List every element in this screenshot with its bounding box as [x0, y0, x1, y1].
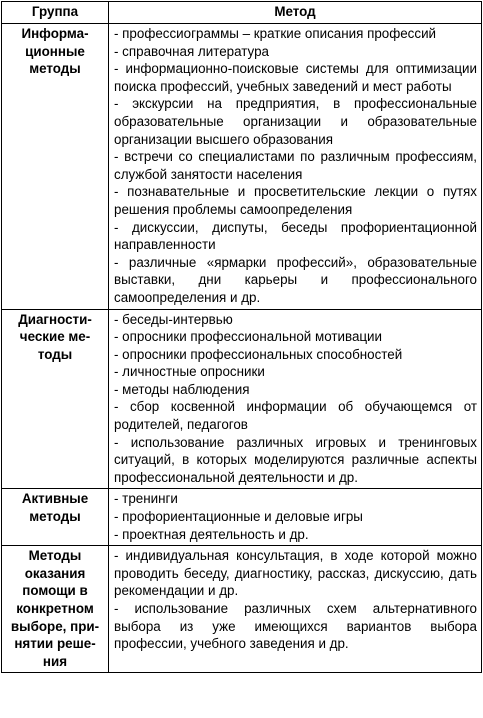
list-item: - экскурсии на предприятия, в профессиональные образовательные организации и образовательные организации высшего образования: [114, 96, 477, 147]
table-row-active: [2, 489, 482, 546]
list-item: - использование различных игровых и тренинговых ситуаций, в которых моделируются различные аспекты профессиональной деятельности и др.: [114, 434, 477, 485]
list-item: - сбор косвенной информации об обучающемся от родителей, педагогов: [114, 399, 477, 433]
list-item: - профессиограммы – краткие описания профессий: [114, 26, 437, 41]
list-item: - использование различных схем альтернативного выбора из уже имеющихся вариантов выбора профессии, учебного заведения и др.: [114, 601, 477, 652]
table-row-diagnostic: [2, 309, 482, 489]
methods-cell-assistance: [109, 546, 482, 673]
list-item: - опросники профессиональных способностей: [114, 346, 403, 362]
list-item: - опросники профессиональной мотивации: [114, 329, 383, 345]
list-item: - справочная литература: [114, 43, 269, 59]
group-cell-informational: Информа- ционные методы: [2, 24, 109, 310]
methods-cell-diagnostic: [109, 309, 482, 489]
table-row-informational: [2, 24, 482, 310]
table-row-assistance: [2, 546, 482, 673]
header-row: [2, 2, 482, 24]
group-cell-assistance: Методы оказания помощи в конкретном выборе, при- нятии реше- ния: [2, 546, 109, 673]
list-item: - проектная деятельность и др.: [114, 526, 309, 542]
list-item: - дискуссии, диспуты, беседы профориентационной направленности: [114, 219, 477, 253]
header-method: Метод: [109, 2, 482, 24]
list-item: - личностные опросники: [114, 364, 265, 380]
methods-table: [1, 1, 482, 673]
list-item: - методы наблюдения: [114, 381, 250, 397]
list-item: - встречи со специалистами по различным профессиям, службой занятости населения: [114, 149, 477, 182]
group-cell-diagnostic: Диагности- ческие ме- тоды: [2, 309, 109, 489]
list-item: - беседы-интервью: [114, 311, 233, 327]
list-item: - профориентационные и деловые игры: [114, 509, 363, 525]
group-cell-active: Активные методы: [2, 489, 109, 546]
list-item: - познавательные и просветительские лекции о путях решения проблемы самоопределения: [114, 184, 477, 217]
methods-cell-active: [109, 489, 482, 546]
list-item: - индивидуальная консультация, в ходе которой можно проводить беседу, диагностику, рассказ, дискуссию, дать рекомендации и др.: [114, 548, 477, 599]
list-item: - тренинги: [114, 491, 178, 507]
header-group: Группа: [2, 2, 109, 24]
list-item: - информационно-поисковые системы для оптимизации поиска профессий, учебных заведений и мест работы: [114, 61, 477, 94]
methods-cell-informational: [109, 24, 482, 310]
list-item: - различные «ярмарки профессий», образовательные выставки, дни карьеры и профессионального самоопределения и др.: [114, 254, 477, 305]
